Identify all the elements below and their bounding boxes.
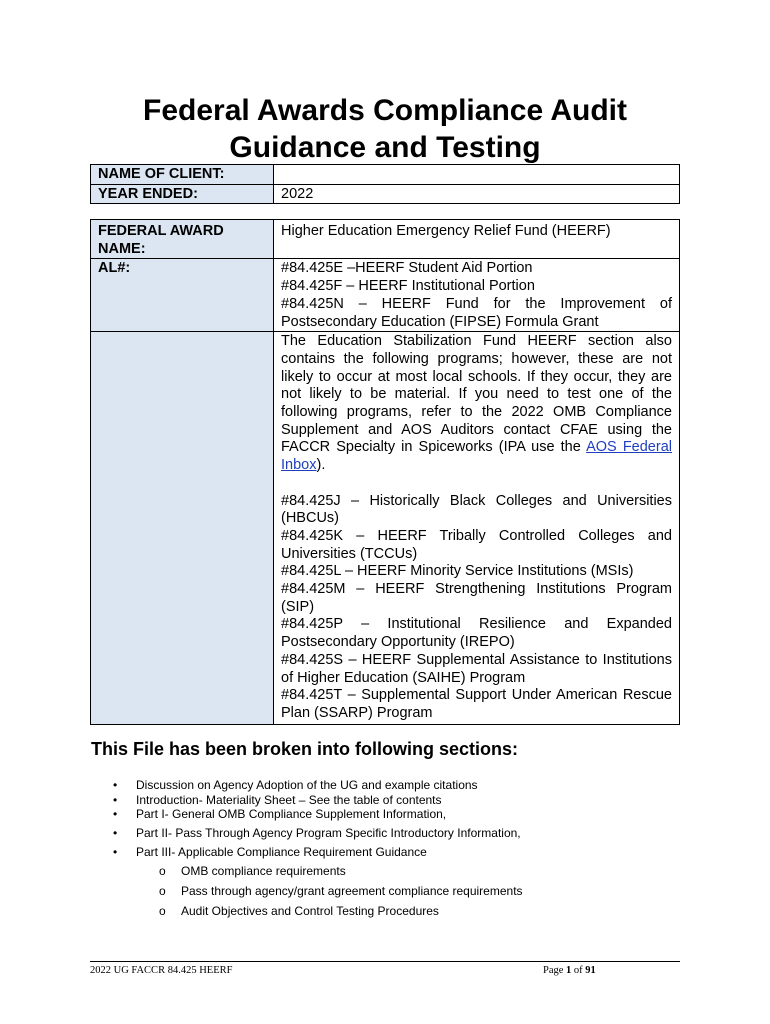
title-line-2: Guidance and Testing <box>229 131 541 164</box>
list-item: #84.425J – Historically Black Colleges and Universities (HBCUs) <box>281 492 672 527</box>
list-item: • Part III- Applicable Compliance Requirement Guidance <box>91 845 691 864</box>
list-item: • Part I- General OMB Compliance Supplement Information, <box>91 807 691 826</box>
empty-label-cell <box>91 332 274 724</box>
award-info-table <box>90 219 680 725</box>
note-end: ). <box>316 457 326 474</box>
award-name-label-line-1: FEDERAL AWARD <box>98 223 224 239</box>
footer-divider <box>90 961 680 962</box>
page-current: 1 <box>566 965 572 976</box>
sections-heading: This File has been broken into following sections: <box>91 739 519 759</box>
year-ended-label: YEAR ENDED: <box>91 184 274 204</box>
sections-sub-list <box>91 864 523 924</box>
list-item: o Audit Objectives and Control Testing Procedures <box>91 904 523 924</box>
list-item: • Introduction- Materiality Sheet – See the table of contents <box>91 793 691 807</box>
table-row <box>91 332 680 724</box>
title-line-1: Federal Awards Compliance Audit <box>143 94 627 127</box>
spacer <box>281 475 672 493</box>
footer-page-number <box>543 965 596 976</box>
client-name-label: NAME OF CLIENT: <box>91 165 274 185</box>
sections-list <box>91 778 691 864</box>
table-row <box>91 259 680 332</box>
other-programs-cell <box>274 332 680 724</box>
list-item: #84.425M – HEERF Strengthening Institutions Program (SIP) <box>281 581 672 615</box>
list-item: • Part II- Pass Through Agency Program Specific Introductory Information, <box>91 826 691 845</box>
list-item: #84.425F – HEERF Institutional Portion <box>281 278 535 295</box>
list-item: #84.425S – HEERF Supplemental Assistance to Institutions of Higher Education (SAIHE) Program <box>281 651 672 686</box>
table-row <box>91 220 680 259</box>
list-item: #84.425P – Institutional Resilience and Expanded Postsecondary Opportunity (IREPO) <box>281 616 672 651</box>
list-item: #84.425L – HEERF Minority Service Institutions (MSIs) <box>281 563 634 580</box>
list-item: • Discussion on Agency Adoption of the UG and example citations <box>91 778 691 793</box>
table-row <box>91 165 680 185</box>
list-item: o Pass through agency/grant agreement compliance requirements <box>91 884 523 904</box>
document-title <box>0 92 770 166</box>
note-text: The Education Stabilization Fund HEERF section also contains the following programs; however, these are not likely to occur at most local schools. If they occur, they are not likely to be material. If you need to test one of the following programs, refer to the 2022 OMB Compliance Supplement and AOS Auditors contact CFAE using the FACCR Specialty in Spiceworks (IPA use the <box>281 333 672 456</box>
client-name-value <box>274 165 680 185</box>
page-prefix: Page <box>543 965 567 976</box>
table-row <box>91 184 680 204</box>
award-name-label <box>91 220 274 259</box>
client-info-table <box>90 164 680 204</box>
list-item: #84.425E –HEERF Student Aid Portion <box>281 260 533 277</box>
page-mid: of <box>571 965 586 976</box>
list-item: #84.425K – HEERF Tribally Controlled Colleges and Universities (TCCUs) <box>281 527 672 562</box>
al-number-label: AL#: <box>91 259 274 332</box>
page-total: 91 <box>585 965 596 976</box>
aos-federal-inbox-link[interactable]: AOS Federal Inbox <box>281 439 672 474</box>
list-item: #84.425N – HEERF Fund for the Improvement of Postsecondary Education (FIPSE) Formula Grant <box>281 295 672 330</box>
other-programs-note <box>281 333 672 475</box>
year-ended-value: 2022 <box>274 184 680 204</box>
list-item: o OMB compliance requirements <box>91 864 523 884</box>
al-number-list <box>274 259 680 332</box>
list-item: #84.425T – Supplemental Support Under American Rescue Plan (SSARP) Program <box>281 687 672 721</box>
award-name-label-line-2: NAME: <box>98 240 146 257</box>
footer-document-name: 2022 UG FACCR 84.425 HEERF <box>90 965 233 976</box>
award-name-value: Higher Education Emergency Relief Fund (HEERF) <box>274 220 680 259</box>
